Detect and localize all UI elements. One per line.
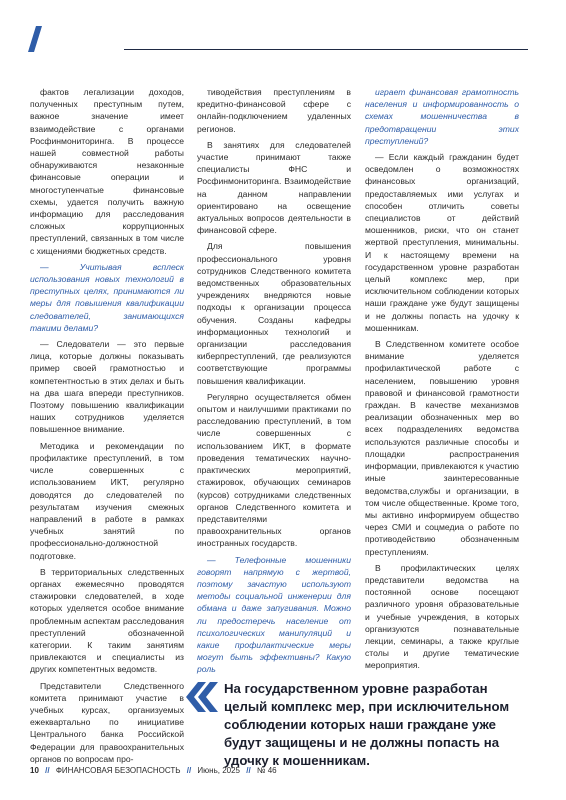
pull-quote-text: На государственном уровне разработан целый комплекс мер, при исключительном соблюдении которых наши граждане уже будут защищены и не должны попасть на удочку к мошенникам. (224, 681, 510, 768)
interview-question: играет финансовая грамотность населения и информированность о схемах мошенничества в предотвращении этих преступлений? (365, 87, 519, 146)
header-rule (124, 49, 528, 50)
paragraph: Регулярно осуществляется обмен опытом и наилучшими практиками по расследованию преступлений, в том числе совершенных с использованием ИКТ, в формате проведения тематических научно-практических мероприятий, стажировок, обучающих семинаров (курсов) сотрудниками следственных органов Следственного комитета и представителями правоохранительных органов иностранных государств. (197, 391, 351, 549)
interview-question: — Учитывая всплеск использования новых технологий в преступных целях, принимаются ли меры для повышения квалификации следователей, занимающихся такими делами? (30, 261, 184, 333)
paragraph: В профилактических целях представители ведомства на постоянной основе посещают различного уровня образовательные и учебные учреждения, в которых организуются познавательные лекции, семинары, а также круглые столы и другие тематические мероприятия. (365, 562, 519, 671)
magazine-name: ФИНАНСОВАЯ БЕЗОПАСНОСТЬ (55, 766, 181, 775)
paragraph: В Следственном комитете особое внимание уделяется профилактической работе с населением, повышению уровня правовой и финансовой грамотности граждан. В качестве механизмов реализации обозначенных мер во всех подразделениях ведомства используются различные способы и площадки распространения информации, привлекаются к участию иные заинтересованные ведомства,службы и организации, в том числе общественные. Кроме того, мы активно информируем общество через СМИ и соцмедиа о работе по противодействию обозначенным преступлениям. (365, 339, 519, 557)
slash-logo-icon (28, 26, 42, 52)
issue-date: Июнь, 2025 (197, 766, 240, 775)
paragraph: Представители Следственного комитета принимают участие в учебных курсах, организуемых ежеквартально по инициативе Центрального банка Российской Федерации для правоохранительных органов по вопросам про- (30, 680, 184, 764)
page-header (28, 22, 540, 52)
paragraph: тиводействия преступлениям в кредитно-финансовой сфере с онлайн-подключением удаленных регионов. (197, 87, 351, 134)
footer-slash-icon: // (45, 766, 50, 775)
column-1 (30, 86, 184, 769)
issue-number: № 46 (256, 766, 277, 775)
column-2 (197, 86, 351, 680)
paragraph: В занятиях для следователей участие принимают также специалисты ФНС и Росфинмониторинга. Взаимодействие на данном направлении ориентировано на освещение актуальных вопросов деятельности в финансовой сфере. (197, 139, 351, 236)
paragraph: Методика и рекомендации по профилактике преступлений, в том числе совершенных с использованием ИКТ, регулярно доводятся до следователей по результатам изучения смежных направлений в работе в рамках учебных занятий по профессионально-должностной подготовке. (30, 440, 184, 561)
paragraph: — Если каждый гражданин будет осведомлен о возможностях финансовых организаций, предоставляемых ими услугах и способен отличить советы специалистов от действий мошенников, риски, что он станет жертвой преступления, минимальны. И к настоящему времени на государственном уровне разработан целый комплекс мер, при исключительном соблюдении которых наши граждане уже будут защищены и не должны попасть на удочку к мошенникам. (365, 152, 519, 333)
footer-slash-icon: // (246, 766, 251, 775)
quote-mark-icon (184, 682, 218, 712)
page-number: 10 (30, 766, 39, 775)
paragraph: фактов легализации доходов, полученных преступным путем, важное значение имеет взаимодействие с органами Росфинмониторинга. В процессе нашей совместной работы обнаруживаются незаконные финансовые операции и многоступенчатые финансовые схемы, удается получить важную информацию для расследования сложных коррупционных преступлений, связанных в том числе с хищениями бюджетных средств. (30, 87, 184, 256)
footer-slash-icon: // (186, 766, 192, 775)
column-3 (365, 86, 519, 676)
interview-question: — Телефонные мошенники говорят напрямую с жертвой, поэтому зачастую используют методы социальной инженерии для обмана и даже запугивания. Можно ли предостеречь население от психологических манипуляций и какие профилактические меры могут быть эффективны? Какую роль (197, 554, 351, 675)
page-footer (30, 766, 281, 775)
paragraph: Для повышения профессионального уровня сотрудников Следственного комитета ведомственных образовательных учреждениях внедряются новые подходы к организации процесса обучения. Созданы кафедры информационных технологий и организации расследования киберпреступлений, где реализуются соответствующие программы повышения квалификации. (197, 241, 351, 386)
paragraph: — Следователи — это первые лица, которые должны показывать пример своей грамотностью и компетентностью в этих делах и быть на два шага впереди преступников. Поэтому повышению квалификации наших сотрудников уделяется повышенное внимание. (30, 339, 184, 435)
paragraph: В территориальных следственных органах ежемесячно проводятся стажировки следователей, в ходе которых уделяется особое внимание проблемным аспектам расследования преступлений обозначенной категории. К таким занятиям привлекаются и специалисты из других компетентных ведомств. (30, 566, 184, 675)
